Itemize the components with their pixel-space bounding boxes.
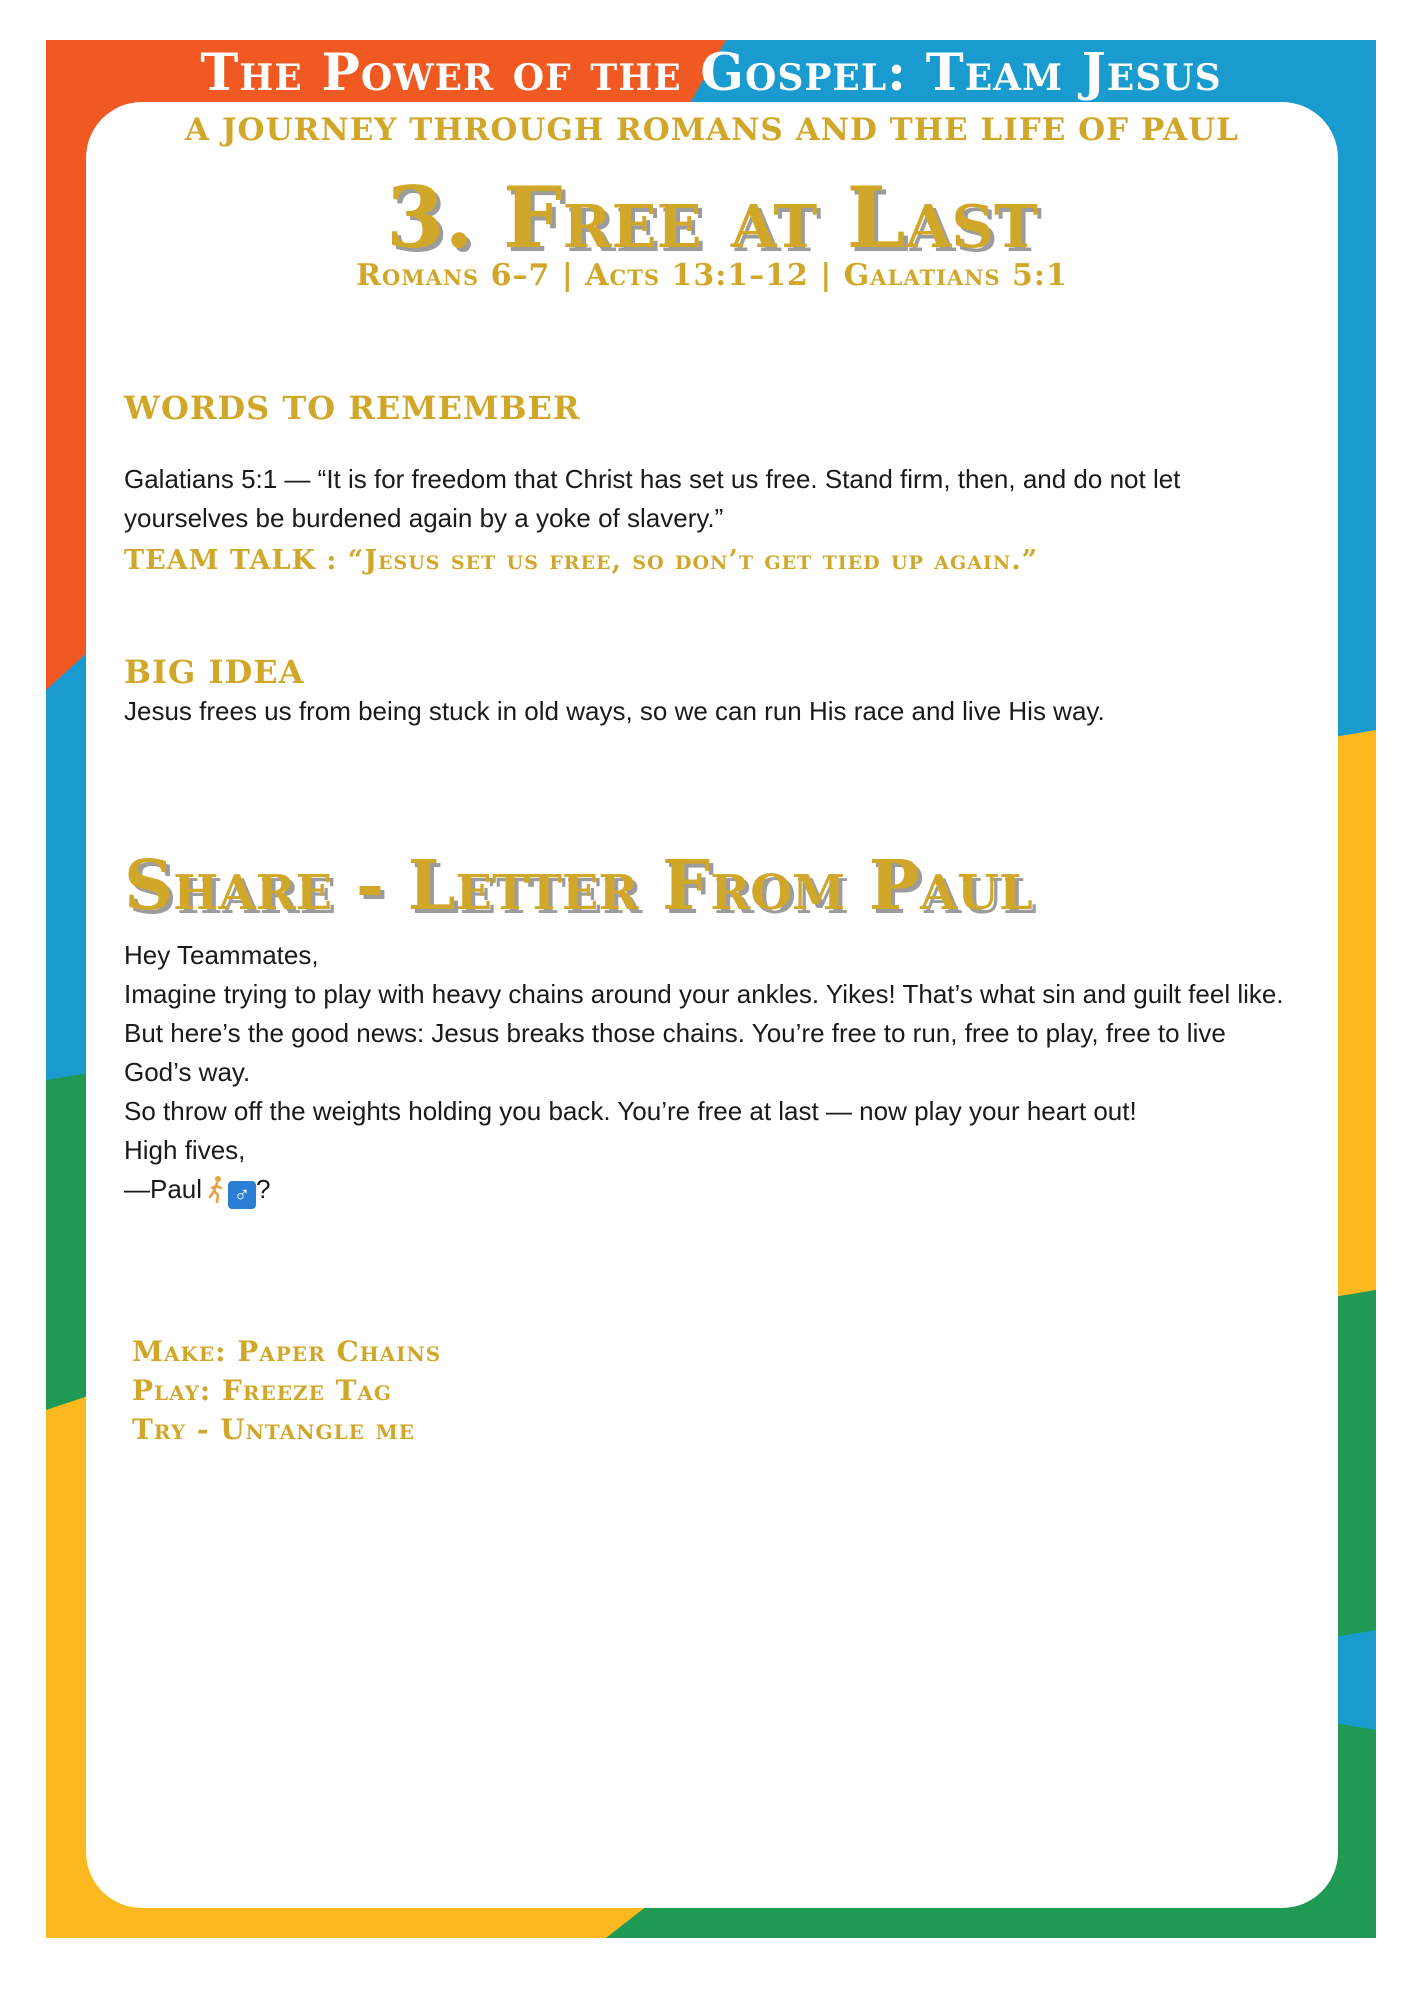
big-idea-heading: BIG IDEA — [124, 653, 305, 691]
letter-signature: —Paul — [124, 1174, 203, 1204]
activity-play: Play: Freeze Tag — [132, 1374, 393, 1407]
series-title: The Power of the Gospel: Team Jesus — [200, 43, 1222, 103]
activities-list — [132, 1332, 441, 1449]
words-to-remember-heading: WORDS TO REMEMBER — [124, 389, 581, 427]
team-talk: TEAM TALK : “Jesus set us free, so don’t get tied up again.” — [124, 545, 1039, 576]
letter-paragraph-1: Imagine trying to play with heavy chains around your ankles. Yikes! That’s what sin and guilt feel like. But here’s the good news: Jesus breaks those chains. You’re free to run, free to play, free to live God’s way. — [124, 979, 1284, 1087]
letter-paragraph-2: So throw off the weights holding you back. You’re free at last — now play your heart out! — [124, 1096, 1137, 1126]
activity-try: Try - Untangle me — [132, 1413, 416, 1446]
series-subtitle: A JOURNEY THROUGH ROMANS AND THE LIFE OF PAUL — [185, 112, 1239, 148]
memory-verse: Galatians 5:1 — “It is for freedom that Christ has set us free. Stand firm, then, and do not let yourselves be burdened again by a yoke of slavery.” — [124, 464, 1181, 533]
letter-greeting: Hey Teammates, — [124, 940, 319, 970]
lesson-title: 3. Free at Last — [386, 168, 1038, 267]
share-heading: Share - Letter From Paul — [124, 846, 1033, 926]
big-idea-text: Jesus frees us from being stuck in old ways, so we can run His race and live His way. — [124, 696, 1105, 726]
scripture-references: Romans 6–7 | Acts 13:1–12 | Galatians 5:1 — [356, 258, 1068, 293]
letter-from-paul — [124, 936, 1284, 1209]
runner-icon — [208, 1175, 226, 1203]
letter-signature-line — [124, 1170, 1284, 1209]
male-sign-icon: ♂ — [228, 1181, 256, 1209]
signature-suffix: ? — [256, 1174, 271, 1204]
activity-make: Make: Paper Chains — [132, 1335, 442, 1368]
letter-closing: High fives, — [124, 1135, 246, 1165]
